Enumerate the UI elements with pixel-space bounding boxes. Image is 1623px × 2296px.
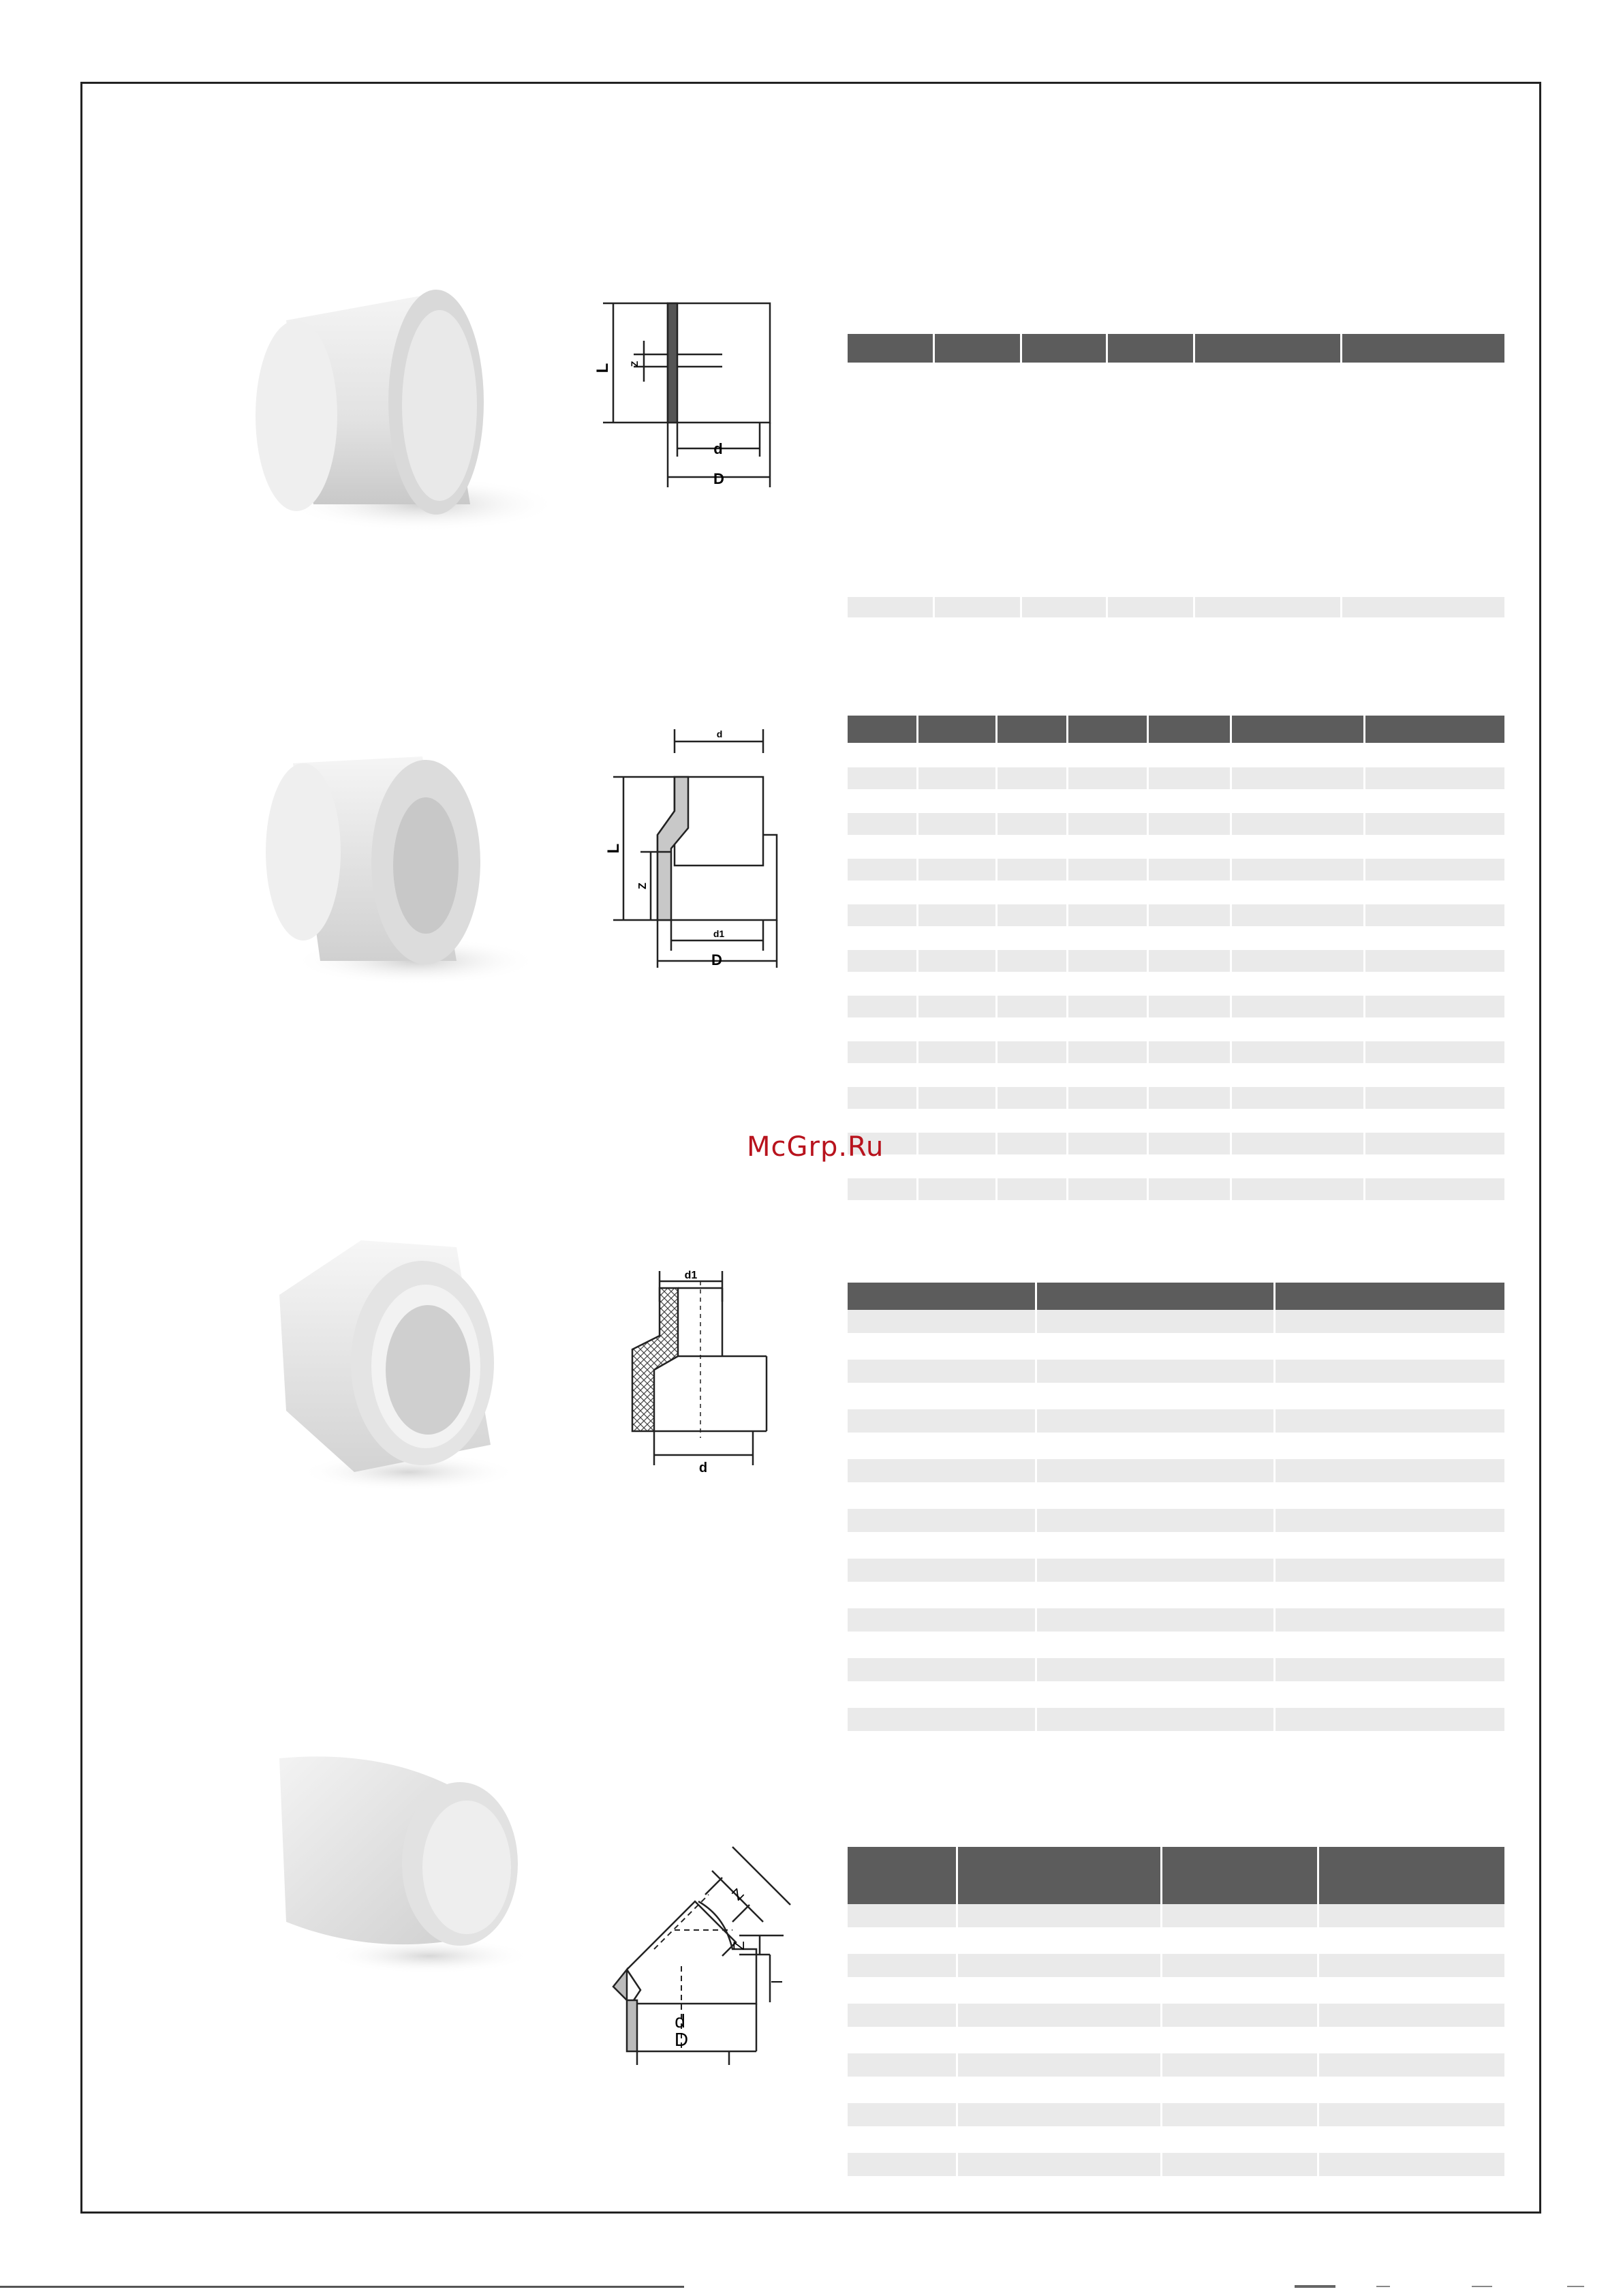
elbow-label-Z-diag: Z: [728, 1885, 747, 1904]
table-cell: [958, 2004, 1162, 2027]
table-cell: [848, 1409, 1037, 1433]
table-cell: [1068, 767, 1149, 789]
table-cell: [998, 1178, 1068, 1200]
coupling-photo: [232, 279, 559, 538]
table-cell: [848, 1608, 1037, 1632]
table-cell: [848, 1360, 1037, 1383]
table-cell: [848, 767, 918, 789]
table-cell: [1037, 1658, 1276, 1681]
reducer-drawing: [600, 1261, 770, 1486]
table-cell: [848, 859, 918, 881]
table-cell: [918, 1087, 998, 1109]
table-cell: [848, 1559, 1037, 1582]
table-row: [848, 1178, 1504, 1200]
table-cell: [1149, 767, 1232, 789]
table-cell: [998, 950, 1068, 972]
table-cell: [1149, 813, 1232, 835]
table-row: [848, 1509, 1504, 1532]
table-cell: [1232, 950, 1365, 972]
coupling-label-Z: Z: [629, 361, 640, 367]
table-cell: [1162, 2153, 1319, 2176]
table-cell: [1068, 859, 1149, 881]
elbow-label-D: D: [674, 2029, 689, 2050]
table-row: [848, 1708, 1504, 1731]
table-cell: [1037, 1409, 1276, 1433]
table-cell: [848, 1087, 918, 1109]
table-row: [848, 1087, 1504, 1109]
table-cell: [1037, 1509, 1276, 1532]
table-cell: [1037, 1310, 1276, 1333]
table-cell: [1068, 813, 1149, 835]
table-row: [848, 1360, 1504, 1383]
reducer-label-d1: d1: [684, 1270, 698, 1281]
elbow-label-d: d: [675, 2010, 685, 2032]
reducing-coupling-table: [848, 716, 1504, 1206]
table-cell: [998, 859, 1068, 881]
table-cell: [1037, 1459, 1276, 1482]
table-cell: [848, 1459, 1037, 1482]
table-cell: [918, 859, 998, 881]
table-cell: [958, 2053, 1162, 2077]
table-row: [848, 2004, 1504, 2027]
table-cell: [848, 2153, 958, 2176]
coupling-drawing: [593, 293, 790, 498]
table-cell: [998, 767, 1068, 789]
table-row: [848, 1409, 1504, 1433]
reducing-coupling-label-Z: Z: [637, 883, 649, 889]
table-cell: [998, 1133, 1068, 1154]
table-row: [848, 767, 1504, 789]
table-cell: [848, 1954, 958, 1977]
elbow-table: [848, 1847, 1504, 2174]
elbow-label-Z: Z: [730, 1941, 747, 1950]
coupling-table: [848, 334, 1504, 620]
table-cell: [1232, 996, 1365, 1017]
table-cell: [918, 1178, 998, 1200]
table-cell: [1037, 1360, 1276, 1383]
table-cell: [1068, 904, 1149, 926]
table-cell: [958, 2103, 1162, 2126]
reducer-table: [848, 1283, 1504, 1760]
table-cell: [1068, 1178, 1149, 1200]
table-cell: [1149, 996, 1232, 1017]
reducing-coupling-photo: [245, 743, 538, 988]
reducing-coupling-label-d: d: [716, 729, 723, 739]
table-cell: [848, 1178, 918, 1200]
table-cell: [1068, 996, 1149, 1017]
table-cell: [998, 996, 1068, 1017]
table-row: [848, 1904, 1504, 1927]
table-header: [848, 334, 1504, 363]
reducing-coupling-label-d1: d1: [713, 928, 725, 939]
reducer-photo: [252, 1220, 525, 1493]
elbow-photo: [273, 1745, 531, 1976]
table-cell: [918, 813, 998, 835]
table-cell: [1232, 767, 1365, 789]
table-cell: [1037, 1608, 1276, 1632]
table-row: [848, 859, 1504, 881]
coupling-label-D: D: [713, 470, 724, 487]
table-row: [848, 904, 1504, 926]
table-header: [848, 716, 1504, 743]
table-cell: [1068, 1041, 1149, 1063]
table-header: [848, 1283, 1504, 1310]
elbow-label-l: l: [769, 1980, 786, 1984]
coupling-label-L: L: [593, 363, 612, 373]
table-cell: [1232, 1041, 1365, 1063]
table-cell: [958, 1904, 1162, 1927]
table-cell: [998, 813, 1068, 835]
table-cell: [1232, 813, 1365, 835]
table-row: [848, 996, 1504, 1017]
table-cell: [848, 2053, 958, 2077]
reducer-label-d: d: [698, 1460, 708, 1475]
table-row: [848, 1559, 1504, 1582]
table-cell: [998, 1041, 1068, 1063]
table-cell: [1068, 1087, 1149, 1109]
table-row: [848, 1133, 1504, 1154]
table-row: [848, 1041, 1504, 1063]
table-cell: [1232, 1178, 1365, 1200]
table-cell: [848, 813, 918, 835]
table-cell: [1162, 2103, 1319, 2126]
table-cell: [918, 1041, 998, 1063]
footer-rule: [0, 2286, 684, 2288]
table-cell: [848, 1310, 1037, 1333]
table-cell: [1037, 1708, 1276, 1731]
table-cell: [998, 1087, 1068, 1109]
table-row: [848, 1954, 1504, 1977]
table-cell: [918, 1133, 998, 1154]
table-cell: [1162, 2004, 1319, 2027]
table-cell: [998, 904, 1068, 926]
table-cell: [848, 996, 918, 1017]
table-cell: [1149, 1087, 1232, 1109]
table-cell: [918, 904, 998, 926]
table-row: [848, 1658, 1504, 1681]
table-cell: [1149, 950, 1232, 972]
coupling-label-d: d: [713, 440, 723, 457]
table-cell: [1232, 1133, 1365, 1154]
table-cell: [918, 950, 998, 972]
reducing-coupling-label-L: L: [604, 843, 623, 854]
table-cell: [958, 2153, 1162, 2176]
table-row: [848, 1608, 1504, 1632]
elbow-drawing: [586, 1806, 804, 2065]
table-cell: [1037, 1559, 1276, 1582]
table-cell: [1149, 1041, 1232, 1063]
table-cell: [1162, 2053, 1319, 2077]
table-cell: [848, 1041, 918, 1063]
table-row: [848, 1459, 1504, 1482]
table-cell: [1232, 904, 1365, 926]
table-cell: [1232, 1087, 1365, 1109]
table-cell: [918, 996, 998, 1017]
table-cell: [848, 2103, 958, 2126]
table-cell: [848, 1658, 1037, 1681]
table-cell: [848, 1509, 1037, 1532]
table-row: [848, 950, 1504, 972]
table-cell: [1149, 904, 1232, 926]
table-cell: [1149, 1133, 1232, 1154]
table-row: [848, 2053, 1504, 2077]
reducing-coupling-drawing: [600, 716, 797, 988]
table-row: [848, 2153, 1504, 2176]
table-cell: [1162, 1954, 1319, 1977]
table-cell: [848, 1708, 1037, 1731]
watermark: McGrp.Ru: [747, 1131, 884, 1163]
table-cell: [958, 1954, 1162, 1977]
table-row: [848, 597, 1504, 617]
reducing-coupling-label-D: D: [711, 951, 722, 968]
table-cell: [918, 767, 998, 789]
table-cell: [1068, 950, 1149, 972]
table-cell: [848, 950, 918, 972]
table-cell: [1232, 859, 1365, 881]
table-cell: [1149, 1178, 1232, 1200]
table-header: [848, 1847, 1504, 1904]
table-cell: [848, 1904, 958, 1927]
table-row: [848, 1310, 1504, 1333]
table-cell: [848, 2004, 958, 2027]
table-row: [848, 2103, 1504, 2126]
table-row: [848, 813, 1504, 835]
footer-marks: [1295, 2284, 1615, 2289]
table-cell: [1068, 1133, 1149, 1154]
table-cell: [848, 904, 918, 926]
table-cell: [1162, 1904, 1319, 1927]
table-cell: [1149, 859, 1232, 881]
